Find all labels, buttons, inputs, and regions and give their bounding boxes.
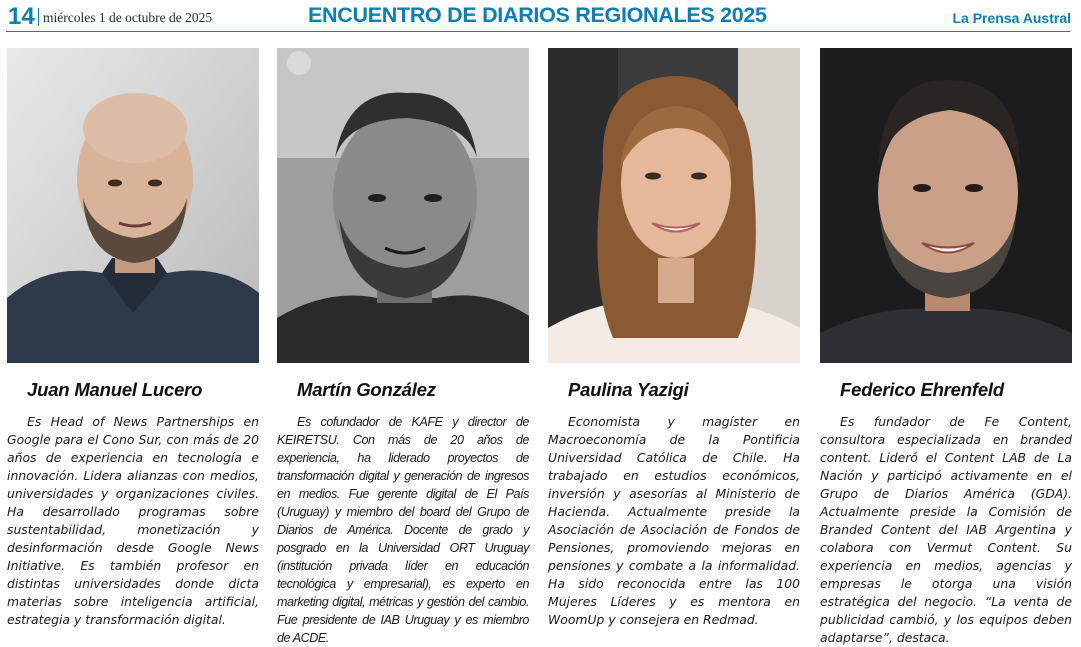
- section-title: ENCUENTRO DE DIARIOS REGIONALES 2025: [308, 3, 767, 27]
- profile-bio: Es Head of News Partnerships en Google para el Cono Sur, con más de 20 años de experiencia en tecnología e innovación. Lidera alianzas con medios, universidades y organizaciones civiles. Ha desarrollado programas sobre sustentabilidad, monetización y desinformación desde Google News Initiative. Es también profesor en distintas universidades donde dicta materias sobre inteligencia artificial, estrategia y transformación digital.: [7, 414, 259, 627]
- page-header: [0, 0, 1081, 33]
- profile-column-1: [7, 48, 259, 629]
- header-rule: [6, 31, 1070, 32]
- profile-bio: Es cofundador de KAFE y director de KEIRETSU. Con más de 20 años de experiencia, ha liderado proyectos de transformación digital y generación de ingresos en medios. Fue gerente digital de El País (Uruguay) y miembro del board del Grupo de Diarios de América. Docente de grado y posgrado en la Universidad ORT Uruguay (institución privada líder en educación tecnológica y empresarial), es experto en marketing digital, métricas y gestión del cambio. Fue presidente de IAB Uruguay y es miembro de ACDE.: [277, 415, 529, 645]
- newspaper-brand: La Prensa Austral: [952, 10, 1071, 26]
- publication-date: miércoles 1 de octubre de 2025: [43, 10, 213, 25]
- profile-column-4: [820, 48, 1072, 647]
- profile-column-3: [548, 48, 800, 629]
- page-number: 14: [8, 3, 35, 30]
- profile-bio: Es fundador de Fe Content, consultora especializada en branded content. Lideró el Content LAB de La Nación y participó activamente en el Grupo de Diarios América (GDA). Actualmente preside la Comisión de Branded Content del IAB Argentina y colabora con Vermut Content. Su experiencia en medios, agencias y empresas le otorga una visión estratégica del negocio. “La venta de publicidad cambió, y los equipos deben adaptarse”, destaca.: [820, 414, 1072, 645]
- portrait-photo-1: [7, 48, 259, 363]
- portrait-photo-4: [820, 48, 1072, 363]
- profile-name: Martín González: [297, 379, 436, 400]
- profile-name: Juan Manuel Lucero: [27, 379, 203, 400]
- profile-bio: Economista y magíster en Macroeconomía de la Pontificia Universidad Católica de Chile. Ha trabajado en estudios económicos, inversión y asesorías al Ministerio de Hacienda. Actualmente preside la Asociación de Asociación de Fondos de Pensiones, promoviendo mejoras en pensiones y combate a la informalidad. Ha sido reconocida entre las 100 Mujeres Líderes y es mentora en WoomUp y consejera en Redmad.: [548, 414, 800, 627]
- profile-column-2: [277, 48, 529, 647]
- portrait-photo-2: [277, 48, 529, 363]
- header-divider: [38, 8, 39, 26]
- profile-name: Federico Ehrenfeld: [840, 379, 1004, 400]
- profile-name: Paulina Yazigi: [568, 379, 689, 400]
- portrait-photo-3: [548, 48, 800, 363]
